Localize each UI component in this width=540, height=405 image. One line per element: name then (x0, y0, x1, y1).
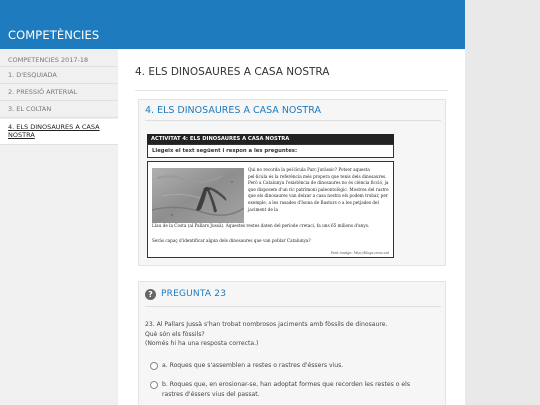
page-title: 4. ELS DINOSAURES A CASA NOSTRA (135, 66, 330, 78)
sidebar-item-label: 2. PRESSIÓ ARTERIAL (8, 88, 78, 96)
sidebar-item-desquiada[interactable] (0, 67, 118, 84)
sidebar-item-label: COMPETENCIES 2017-18 (8, 56, 89, 64)
radio-button[interactable] (150, 362, 158, 370)
activity-text-continued: Llau de la Costa (al Pallars Jussà). Aquestes restes daten del període cretaci, fa uns 65 milions d'anys. (152, 223, 370, 228)
sidebar (0, 49, 118, 405)
sidebar-item-dinosaures[interactable] (0, 119, 118, 145)
option-label: a. Roques que s'assemblen a restes o rastres d'éssers vius. (162, 362, 344, 369)
sidebar-item-pressio-arterial[interactable] (0, 84, 118, 101)
divider (145, 306, 441, 307)
activity-header: ACTIVITAT 4: ELS DINOSAURES A CASA NOSTRA (147, 134, 394, 144)
activity-card (138, 99, 446, 266)
question-line: 23. Al Pallars Jussà s'han trobat nombrosos jaciments amb fòssils de dinosaure. (145, 321, 388, 328)
question-title: PREGUNTA 23 (161, 289, 227, 299)
header-bar (0, 0, 465, 49)
radio-button[interactable] (150, 381, 158, 389)
dinosaur-footprint-photo (152, 168, 244, 223)
sidebar-item-label: 3. EL COLTAN (8, 105, 52, 113)
divider (135, 90, 448, 91)
activity-instruction: Llegeix el text següent i respon a les preguntes: (147, 144, 394, 158)
option-label: b. Roques que, en erosionar-se, han adoptat formes que recorden les restes o els rastres d'éssers vius del passat. (162, 381, 411, 398)
app-title[interactable]: COMPETÈNCIES (8, 28, 100, 42)
question-line: Què són els fòssils? (145, 330, 205, 338)
help-icon: ? (145, 289, 156, 300)
activity-body (147, 161, 394, 258)
sidebar-item-label: 1. D'ESQUIADA (8, 71, 57, 79)
activity-text: Qui no recorda la pel·lícula Parc Juràssic? Potser aquesta pel·lícula és la referència més propera que tenis dels dinosaures. Però a Catalunya l'existència de dinosaures no és ciència ficció, ja que disposem d'un ric patrimoni paleontològic. Mostres del rastre que els dinosaures van deixar a casa nostra els podem trobar, per exemple, a les rasades d'Isona de Basturs o a les petjades del jaciment de la (248, 167, 389, 212)
sidebar-item-competencies[interactable] (0, 53, 118, 67)
answer-option-b[interactable] (145, 380, 435, 405)
main-content (118, 49, 465, 405)
question-card (138, 281, 446, 405)
sidebar-item-label: 4. ELS DINOSAURES A CASA NOSTRA (8, 123, 100, 139)
question-line: (Només hi ha una resposta correcta.) (145, 340, 259, 347)
card-title: 4. ELS DINOSAURES A CASA NOSTRA (145, 105, 321, 116)
divider (145, 120, 441, 121)
sidebar-item-coltan[interactable] (0, 101, 118, 118)
image-credit: Font imatge: http://blogs.cima.cat (330, 251, 389, 255)
answer-option-a[interactable] (145, 361, 435, 373)
question-text (145, 320, 435, 349)
activity-question: Seràs capaç d'identificar algun dels dinosaures que van poblar Catalunya? (152, 238, 311, 243)
